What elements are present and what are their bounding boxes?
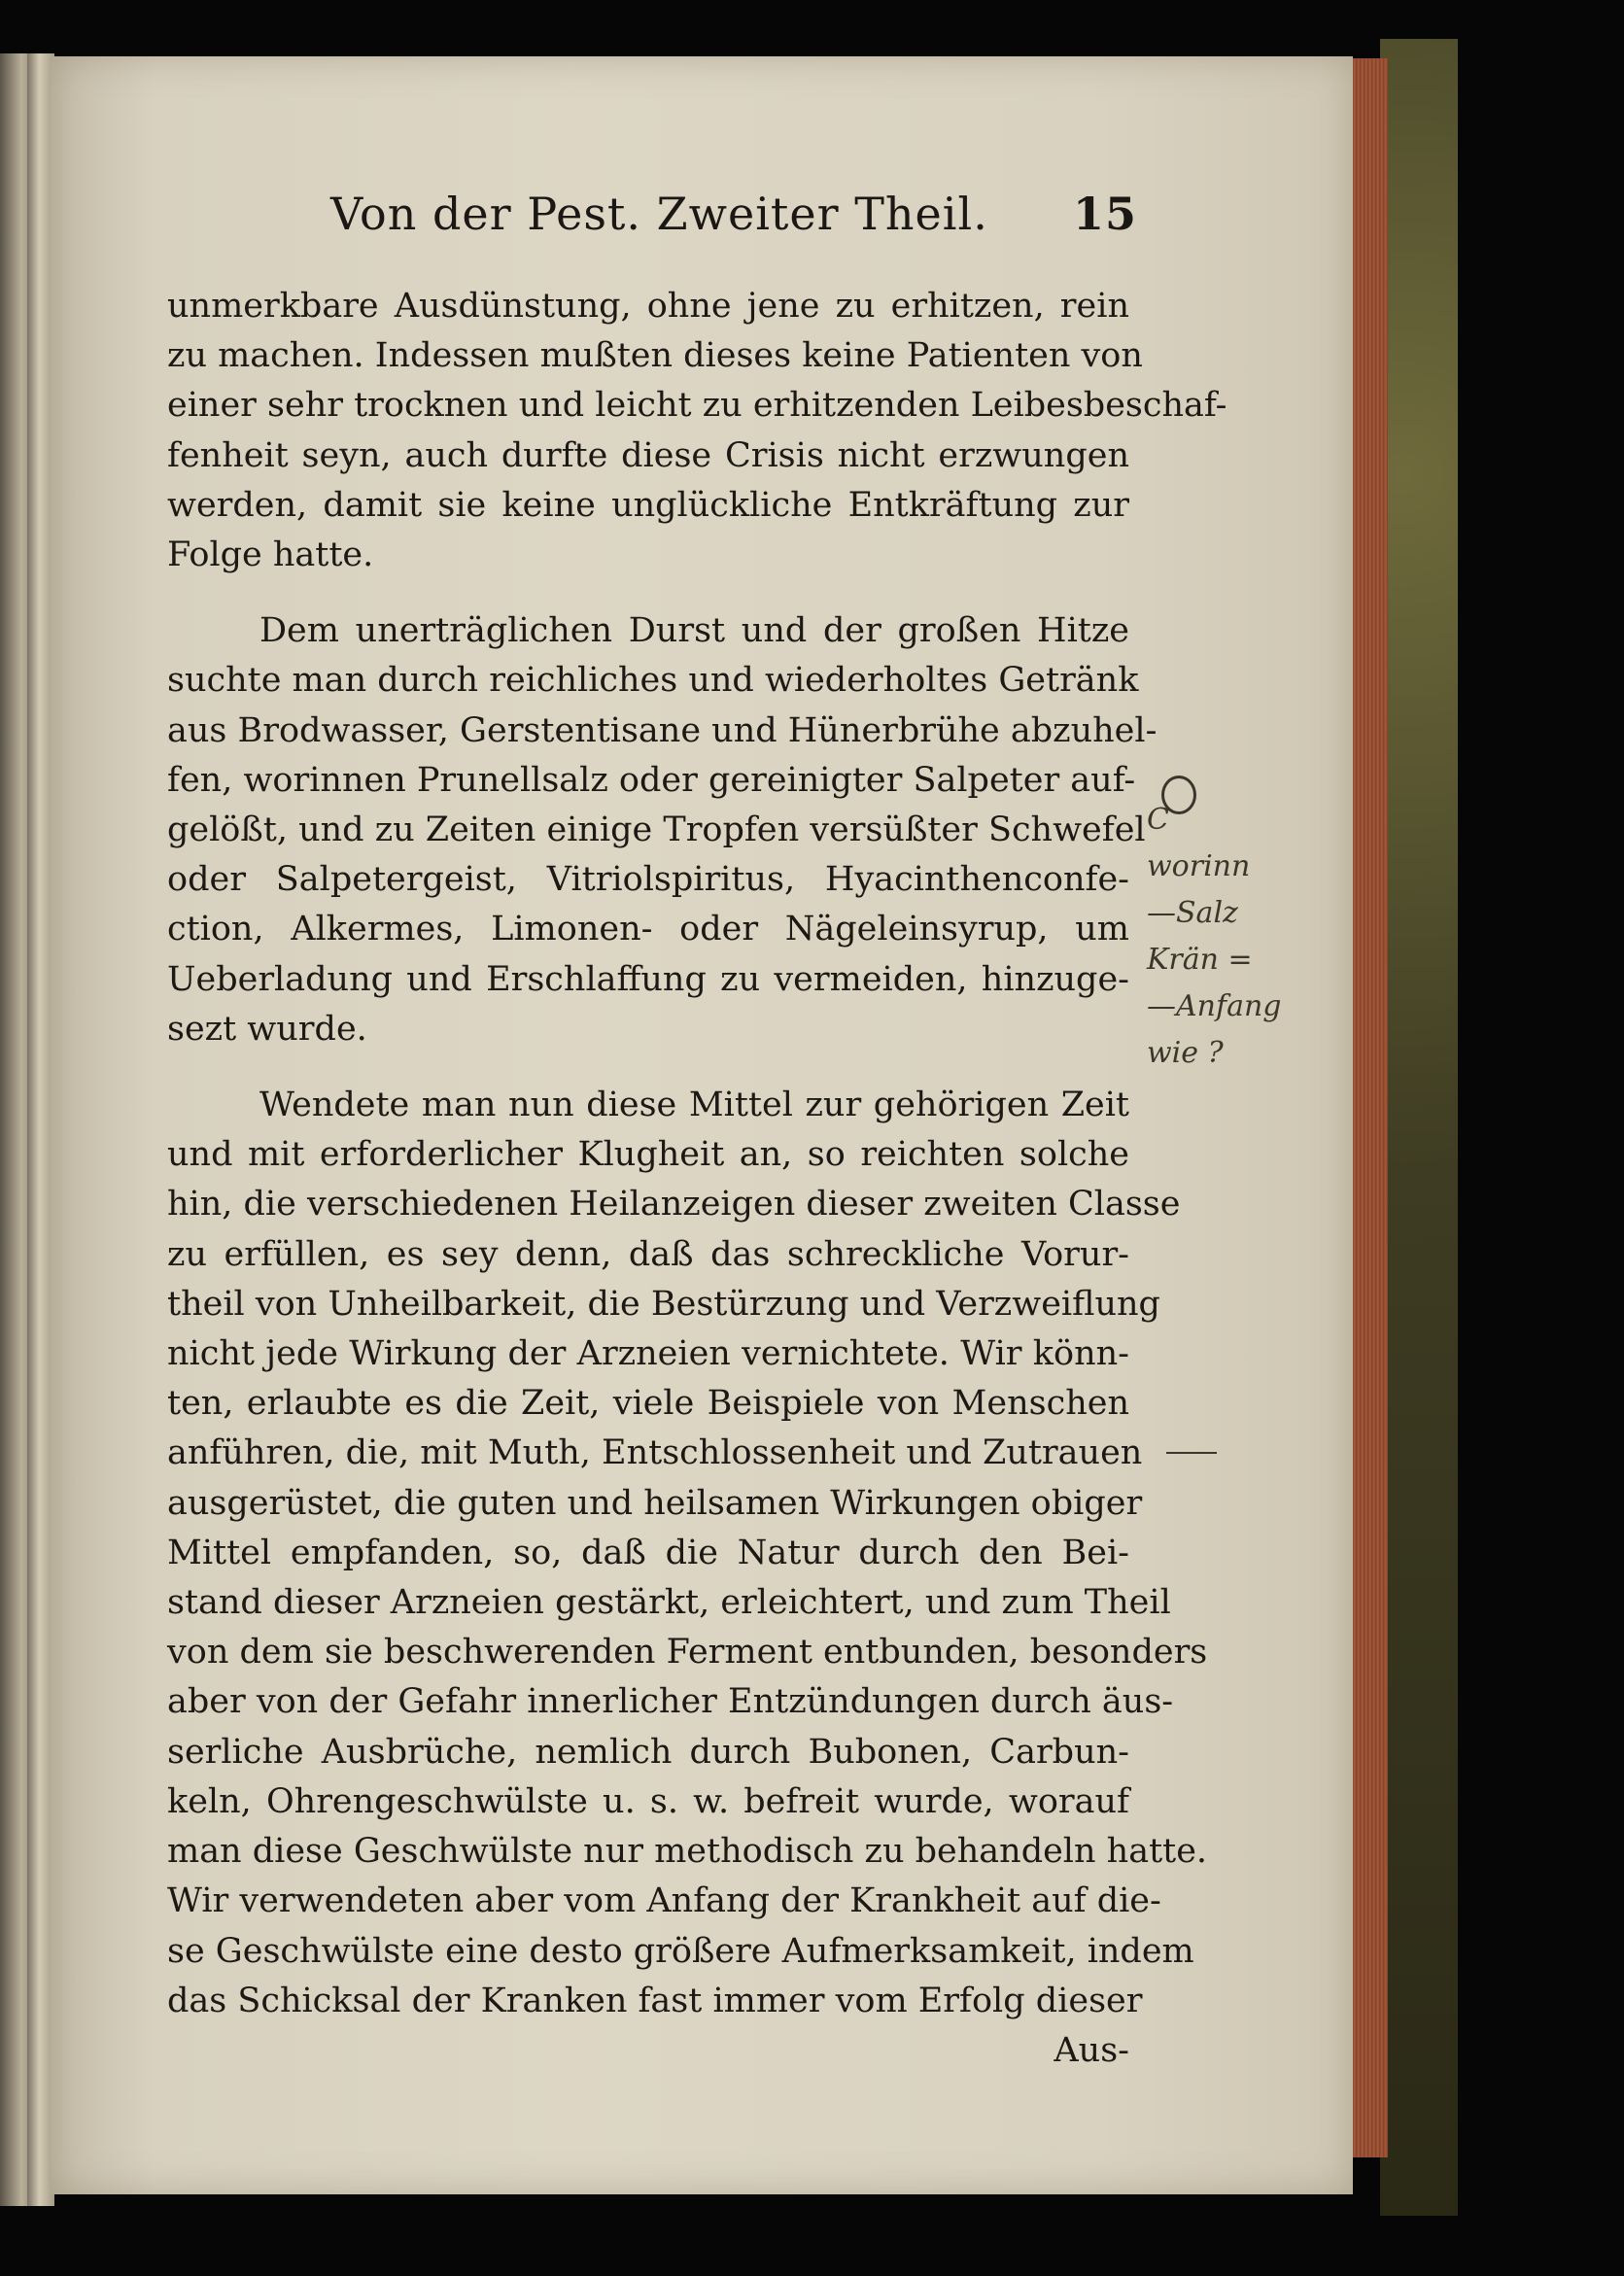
text-line: oder Salpetergeist, Vitriolspiritus, Hyacinthenconfe- — [167, 860, 1129, 900]
text-line: fenheit seyn, auch durfte diese Crisis nicht erzwungen — [167, 435, 1129, 475]
text-line: suchte man durch reichliches und wiederholtes Getränk — [167, 661, 1139, 701]
text-line: zu erfüllen, es sey denn, daß das schreckliche Vorur- — [167, 1234, 1129, 1274]
text-line: zu machen. Indessen mußten dieses keine Patienten von — [167, 336, 1143, 376]
margin-note: C — [1147, 803, 1169, 837]
text-line: das Schicksal der Kranken fast immer vom Erfolg dieser — [167, 1981, 1143, 2020]
margin-note: worinn — [1147, 849, 1251, 883]
text-line: gelößt, und zu Zeiten einige Tropfen versüßter Schwefel — [167, 810, 1146, 850]
text-line: aber von der Gefahr innerlicher Entzündungen durch äus- — [167, 1682, 1174, 1722]
page-fore-edge — [1349, 58, 1388, 2157]
text-line: Mittel empfanden, so, daß die Natur durch den Bei- — [167, 1533, 1129, 1572]
text-line: und mit erforderlicher Klugheit an, so reichten solche — [167, 1135, 1129, 1175]
text-line: nicht jede Wirkung der Arzneien vernichtete. Wir könn- — [167, 1334, 1129, 1374]
text-line: von dem sie beschwerenden Ferment entbunden, besonders — [167, 1633, 1208, 1673]
margin-note: Krän = — [1147, 943, 1253, 977]
text-line: stand dieser Arzneien gestärkt, erleichtert, und zum Theil — [167, 1583, 1171, 1623]
text-line: serliche Ausbrüche, nemlich durch Bubonen, Carbun- — [167, 1732, 1129, 1772]
handwritten-margin-notes — [1147, 797, 1341, 1118]
text-line: Wir verwendeten aber vom Anfang der Krankheit auf die- — [167, 1881, 1161, 1921]
text-line: se Geschwülste eine desto größere Aufmerksamkeit, indem — [167, 1931, 1194, 1971]
margin-note: wie ? — [1147, 1036, 1224, 1070]
text-line: Ueberladung und Erschlaffung zu vermeiden, hinzuge- — [167, 959, 1129, 999]
text-line: ction, Alkermes, Limonen- oder Nägeleinsyrup, um — [167, 910, 1129, 949]
text-line: unmerkbare Ausdünstung, ohne jene zu erhitzen, rein — [167, 287, 1129, 326]
page-number: 15 — [1072, 188, 1137, 240]
catchword: Aus- — [1054, 2030, 1129, 2070]
text-line: hin, die verschiedenen Heilanzeigen dieser zweiten Classe — [167, 1185, 1181, 1224]
margin-note: —Anfang — [1147, 989, 1282, 1023]
text-line: ausgerüstet, die guten und heilsamen Wirkungen obiger — [167, 1483, 1143, 1523]
margin-note: —Salz — [1147, 896, 1238, 930]
text-line: anführen, die, mit Muth, Entschlossenheit und Zutrauen — [167, 1433, 1143, 1473]
text-line: werden, damit sie keine unglückliche Entkräftung zur — [167, 485, 1129, 525]
text-line: Wendete man nun diese Mittel zur gehörigen Zeit — [259, 1086, 1129, 1125]
text-line: Folge hatte. — [167, 535, 374, 575]
text-line: sezt wurde. — [167, 1009, 367, 1049]
text-line: Dem unerträglichen Durst und der großen Hitze — [259, 611, 1129, 651]
text-line: aus Brodwasser, Gerstentisane und Hünerbrühe abzuhel- — [167, 710, 1158, 750]
text-line: fen, worinnen Prunellsalz oder gereinigter Salpeter auf- — [167, 760, 1136, 800]
text-line: man diese Geschwülste nur methodisch zu behandeln hatte. — [167, 1832, 1208, 1872]
header-title: Von der Pest. Zweiter Theil. — [330, 188, 988, 240]
text-line: einer sehr trocknen und leicht zu erhitzenden Leibesbeschaf- — [167, 386, 1227, 426]
book-cover-edge — [1380, 39, 1458, 2216]
text-line: keln, Ohrengeschwülste u. s. w. befreit wurde, worauf — [167, 1781, 1129, 1821]
margin-dash-mark — [1166, 1452, 1217, 1454]
running-header — [330, 185, 1137, 243]
text-line: theil von Unheilbarkeit, die Bestürzung und Verzweiflung — [167, 1284, 1160, 1324]
text-line: ten, erlaubte es die Zeit, viele Beispiele von Menschen — [167, 1384, 1129, 1424]
